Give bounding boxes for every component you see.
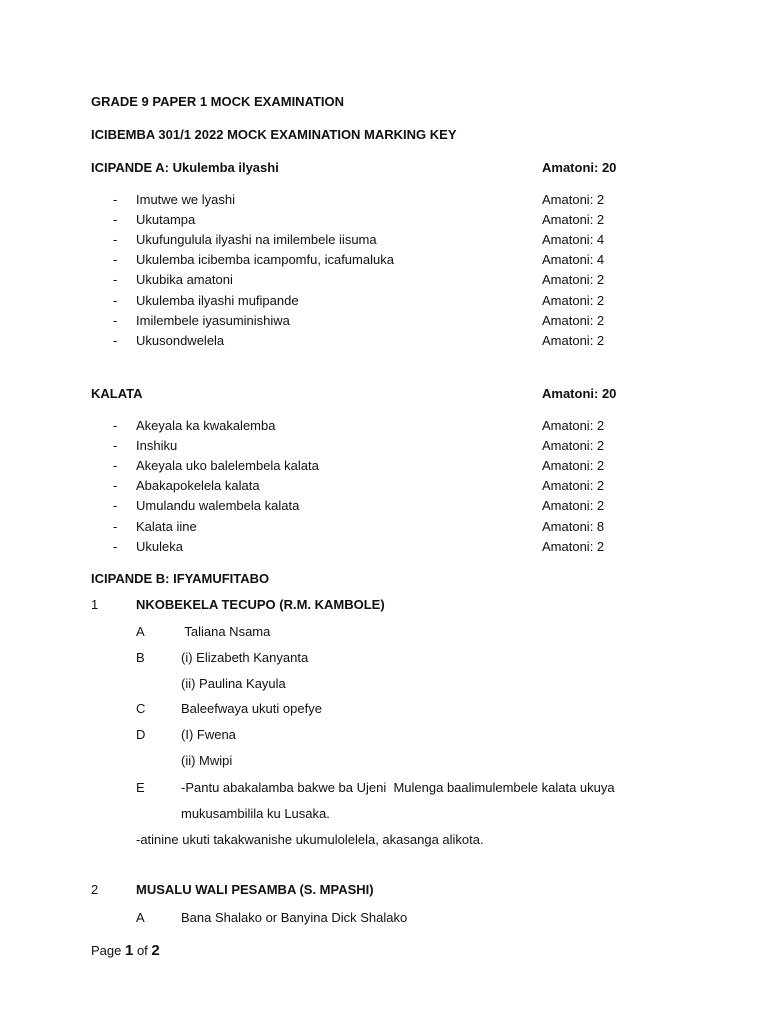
list-bullet: -	[113, 478, 118, 494]
page-number: 1	[124, 942, 134, 959]
list-item-text: Umulandu walembela kalata	[136, 498, 300, 514]
document-subtitle: ICIBEMBA 301/1 2022 MOCK EXAMINATION MARKING KEY	[91, 127, 457, 142]
list-bullet: -	[113, 498, 118, 514]
list-bullet: -	[113, 458, 118, 474]
list-item-marks: Amatoni: 2	[542, 498, 605, 514]
list-bullet: -	[113, 272, 118, 288]
q2-title: MUSALU WALI PESAMBA (S. MPASHI)	[136, 882, 374, 897]
list-bullet: -	[113, 538, 118, 554]
page-word: Page	[91, 943, 125, 958]
list-item-text: Inshiku	[136, 438, 178, 454]
list-item-marks: Amatoni: 2	[542, 418, 605, 433]
list-item-marks: Amatoni: 2	[542, 292, 605, 308]
list-item-text: Ukusondwelela	[136, 332, 225, 348]
section-a-heading: ICIPANDE A: Ukulemba ilyashi	[91, 160, 279, 175]
list-item-text: Ukulemba icibemba icampomfu, icafumaluka	[136, 252, 394, 268]
q1-a-letter: A	[136, 624, 145, 639]
q1-e-answer-1: -Pantu abakalamba bakwe ba Ujeni Mulenga baalimulembele kalata ukuya	[181, 780, 615, 795]
document-title: GRADE 9 PAPER 1 MOCK EXAMINATION	[91, 94, 345, 109]
list-item-text: Imilembele iyasuminishiwa	[136, 312, 290, 328]
list-bullet: -	[113, 232, 118, 248]
list-item-text: Ukuleka	[136, 538, 183, 554]
q2-a-answer: Bana Shalako or Banyina Dick Shalako	[181, 910, 408, 925]
q2-number: 2	[91, 882, 99, 897]
q1-title: NKOBEKELA TECUPO (R.M. KAMBOLE)	[136, 597, 385, 612]
q1-e-answer-3: -atinine ukuti takakwanishe ukumulolelela, akasanga alikota.	[136, 832, 484, 847]
section-a-total: Amatoni: 20	[542, 160, 617, 175]
list-bullet: -	[113, 518, 118, 534]
list-bullet: -	[113, 332, 118, 348]
q1-e-letter: E	[136, 780, 145, 795]
list-item-text: Akeyala uko balelembela kalata	[136, 458, 319, 474]
q1-a-answer: Taliana Nsama	[181, 624, 271, 639]
list-item-text: Imutwe we lyashi	[136, 192, 235, 207]
kalata-heading: KALATA	[91, 386, 143, 401]
list-item-text: Akeyala ka kwakalemba	[136, 418, 276, 433]
q1-d-letter: D	[136, 727, 146, 742]
list-item-marks: Amatoni: 2	[542, 192, 605, 207]
list-bullet: -	[113, 212, 118, 228]
q1-c-letter: C	[136, 701, 146, 716]
page-total: 2	[151, 942, 160, 959]
q1-b-answer-1: (i) Elizabeth Kanyanta	[181, 650, 309, 665]
list-item-text: Ukulemba ilyashi mufipande	[136, 292, 299, 308]
list-bullet: -	[113, 252, 118, 268]
q1-b-answer-2: (ii) Paulina Kayula	[181, 676, 286, 691]
q1-e-answer-2: mukusambilila ku Lusaka.	[181, 806, 330, 821]
list-item-marks: Amatoni: 2	[542, 478, 605, 494]
list-item-text: Ukutampa	[136, 212, 196, 228]
q1-b-letter: B	[136, 650, 145, 665]
list-item-text: Abakapokelela kalata	[136, 478, 260, 494]
section-b-heading: ICIPANDE B: IFYAMUFITABO	[91, 571, 270, 586]
list-bullet: -	[113, 192, 118, 207]
list-item-marks: Amatoni: 2	[542, 538, 605, 554]
list-bullet: -	[113, 312, 118, 328]
list-item-marks: Amatoni: 4	[542, 232, 605, 248]
q1-number: 1	[91, 597, 99, 612]
q1-d-answer-1: (I) Fwena	[181, 727, 236, 742]
kalata-total: Amatoni: 20	[542, 386, 617, 401]
list-item-marks: Amatoni: 2	[542, 438, 605, 454]
list-item-marks: Amatoni: 8	[542, 518, 605, 534]
list-item-text: Ukubika amatoni	[136, 272, 233, 288]
q1-c-answer: Baleefwaya ukuti opefye	[181, 701, 322, 716]
q1-d-answer-2: (ii) Mwipi	[181, 753, 233, 768]
list-item-text: Kalata iine	[136, 518, 197, 534]
list-bullet: -	[113, 438, 118, 454]
q2-a-letter: A	[136, 910, 145, 925]
list-bullet: -	[113, 418, 118, 433]
list-item-marks: Amatoni: 2	[542, 212, 605, 228]
of-word: of	[133, 943, 152, 958]
list-bullet: -	[113, 292, 118, 308]
list-item-marks: Amatoni: 4	[542, 252, 605, 268]
page-footer	[91, 943, 160, 959]
list-item-marks: Amatoni: 2	[542, 312, 605, 328]
list-item-marks: Amatoni: 2	[542, 332, 605, 348]
list-item-text: Ukufungulula ilyashi na imilembele iisuma	[136, 232, 377, 248]
list-item-marks: Amatoni: 2	[542, 458, 605, 474]
list-item-marks: Amatoni: 2	[542, 272, 605, 288]
